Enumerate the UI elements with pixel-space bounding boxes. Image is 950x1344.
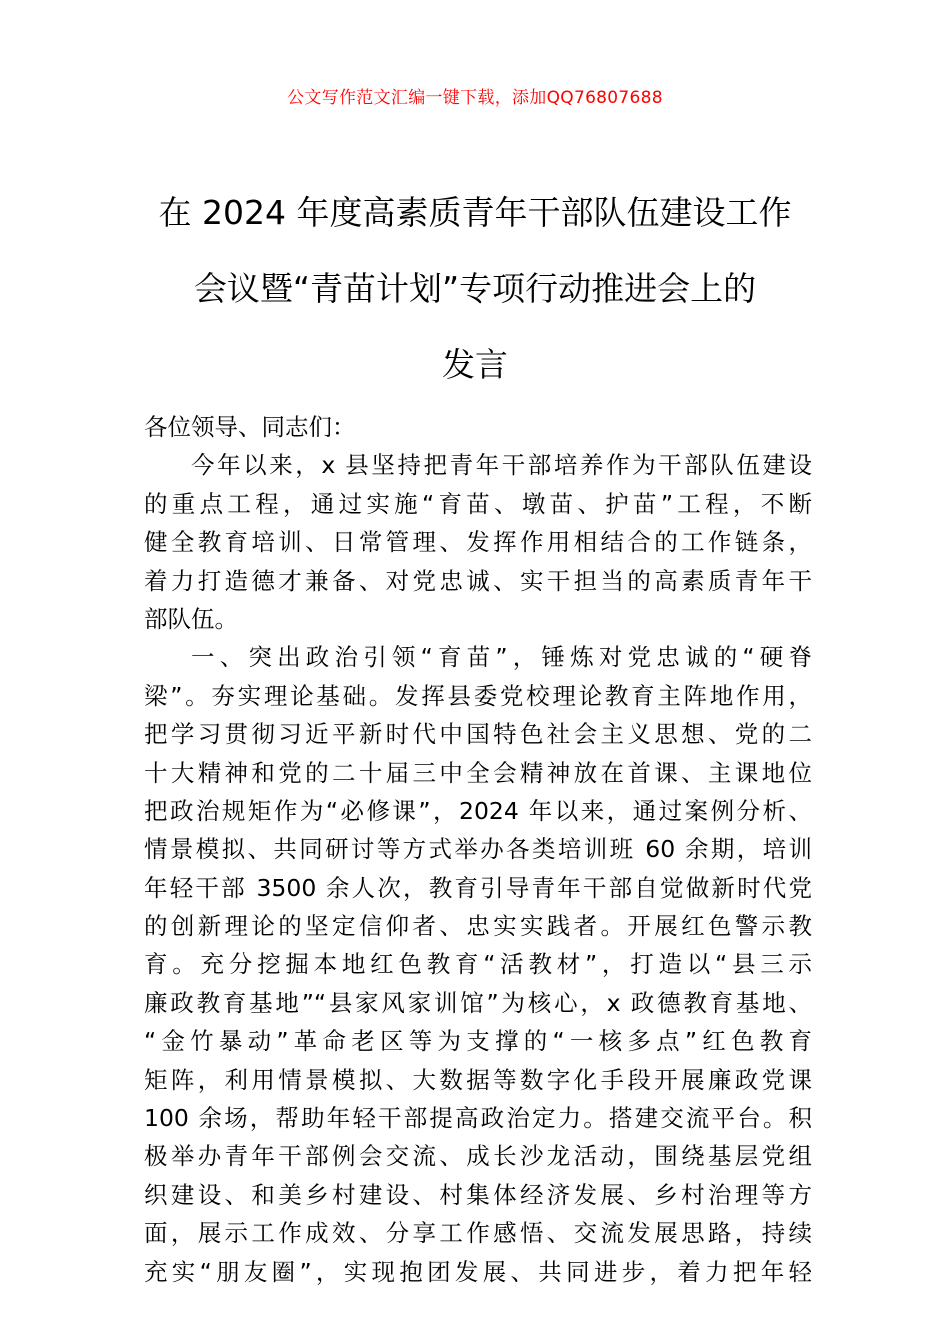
paragraph-line: 廉政教育基地”“县家风家训馆”为核心，x 政德教育基地、 [144,988,812,1017]
paragraph-section-one [144,638,812,1291]
paragraph-line: 年轻干部 3500 余人次，教育引导青年干部自觉做新时代党 [144,873,812,902]
title-line: 发言 [442,345,508,384]
paragraph-line: 充实“朋友圈”，实现抱团发展、共同进步，着力把年轻 [144,1257,812,1286]
paragraph-line: 的重点工程，通过实施“育苗、墩苗、护苗”工程，不断 [144,489,812,518]
promo-header[interactable]: 公文写作范文汇编一键下载，添加QQ76807688 [287,88,663,108]
paragraph-line: 面，展示工作成效、分享工作感悟、交流发展思路，持续 [144,1219,812,1248]
paragraph-line: 极举办青年干部例会交流、成长沙龙活动，围绕基层党组 [144,1142,812,1171]
paragraph-line: 矩阵，利用情景模拟、大数据等数字化手段开展廉政党课 [144,1065,812,1094]
title-line: 会议暨“青苗计划”专项行动推进会上的 [193,269,757,308]
paragraph-line: 今年以来，x 县坚持把青年干部培养作为干部队伍建设 [191,451,812,480]
paragraph-line: 把政治规矩作为“必修课”，2024 年以来，通过案例分析、 [144,796,812,825]
paragraph-line: 情景模拟、共同研讨等方式举办各类培训班 60 余期，培训 [144,835,812,864]
salutation: 各位领导、同志们： [144,413,356,441]
paragraph-line: 把学习贯彻习近平新时代中国特色社会主义思想、党的二 [144,720,812,749]
title-line: 在 2024 年度高素质青年干部队伍建设工作 [158,193,792,232]
paragraph-line: 健全教育培训、日常管理、发挥作用相结合的工作链条， [144,528,812,557]
paragraph-intro [144,446,812,638]
paragraph-line: 十大精神和党的二十届三中全会精神放在首课、主课地位 [144,758,812,787]
paragraph-line: 着力打造德才兼备、对党忠诚、实干担当的高素质青年干 [144,566,812,595]
paragraph-line: 织建设、和美乡村建设、村集体经济发展、乡村治理等方 [144,1180,812,1209]
paragraph-line: 育。充分挖掘本地红色教育“活教材”，打造以“县三示 [144,950,812,979]
paragraph-line: 一、突出政治引领“育苗”，锤炼对党忠诚的“硬脊 [191,643,812,672]
paragraph-line: 梁”。夯实理论基础。发挥县委党校理论教育主阵地作用， [144,681,812,710]
document-title [140,175,810,403]
paragraph-line: 100 余场，帮助年轻干部提高政治定力。搭建交流平台。积 [144,1104,812,1133]
paragraph-line: 的创新理论的坚定信仰者、忠实实践者。开展红色警示教 [144,912,812,941]
paragraph-line: “金竹暴动”革命老区等为支撑的“一核多点”红色教育 [144,1027,812,1056]
paragraph-line: 部队伍。 [144,604,238,633]
document-body [144,408,812,1291]
